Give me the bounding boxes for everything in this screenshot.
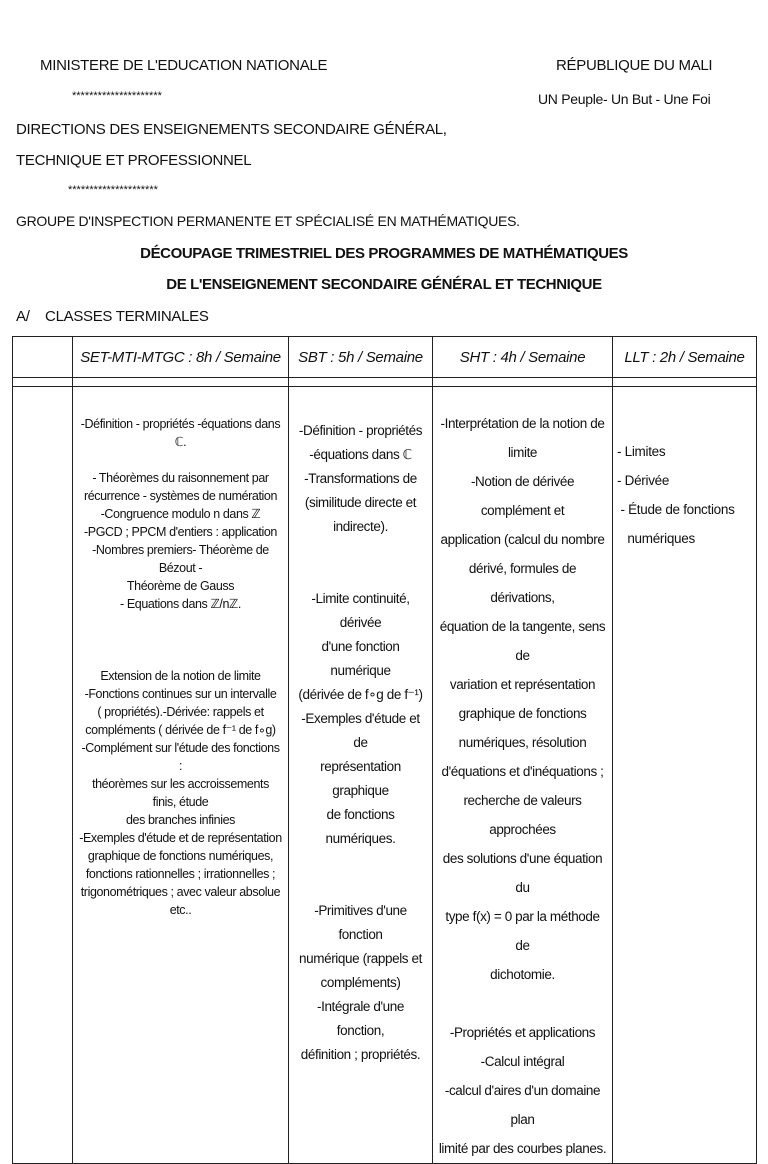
content-line: (dérivée de f∘g de f⁻¹) xyxy=(298,687,423,702)
national-motto: UN Peuple- Un But - Une Foi xyxy=(538,91,711,107)
content-line: compléments ( dérivée de f⁻¹ de f∘g) xyxy=(85,723,276,737)
content-cell-sht xyxy=(433,387,613,1164)
empty-side-cell xyxy=(13,387,73,1164)
content-line: - Equations dans ℤ/nℤ. xyxy=(120,597,241,611)
content-line xyxy=(295,563,426,587)
content-line: Extension de la notion de limite xyxy=(100,669,261,683)
content-line: -Fonctions continues sur un intervalle xyxy=(84,687,277,701)
content-line xyxy=(295,539,426,563)
content-line: d'une fonction numérique xyxy=(321,639,400,678)
republic-name: RÉPUBLIQUE DU MALI xyxy=(556,57,713,74)
content-line: compléments) xyxy=(320,975,401,990)
content-line: -Notion de dérivée complément et xyxy=(470,474,575,518)
content-line: équation de la tangente, sens de xyxy=(439,619,606,663)
spacer-cell xyxy=(73,378,289,387)
content-line xyxy=(295,875,426,899)
content-line: théorèmes sur les accroissements finis, étude xyxy=(92,777,269,809)
separator-stars: ********************* xyxy=(72,90,162,102)
table-header-row xyxy=(13,337,757,378)
document-title-line-1: DÉCOUPAGE TRIMESTRIEL DES PROGRAMMES DE MATHÉMATIQUES xyxy=(140,245,628,262)
content-line: -Calcul intégral xyxy=(480,1054,565,1069)
content-line: des branches infinies xyxy=(125,813,236,827)
content-line: -Complément sur l'étude des fonctions : xyxy=(81,741,280,773)
content-line: -Primitives d'une fonction xyxy=(314,903,407,942)
content-line: -PGCD ; PPCM d'entiers : application xyxy=(84,525,277,539)
content-line xyxy=(437,989,608,1018)
spacer-cell xyxy=(613,378,757,387)
section-heading: A/ CLASSES TERMINALES xyxy=(16,308,209,325)
column-header: LLT : 2h / Semaine xyxy=(613,337,757,378)
content-line: récurrence - systèmes de numération xyxy=(83,489,278,503)
content-line xyxy=(79,631,282,649)
content-line: -Exemples d'étude et de représentation xyxy=(79,831,282,845)
content-line: fonctions rationnelles ; irrationnelles ; xyxy=(85,867,276,881)
content-line: des solutions d'une équation du xyxy=(442,851,603,895)
spacer-cell xyxy=(289,378,433,387)
content-line: (similitude directe et xyxy=(304,495,417,510)
content-line xyxy=(295,851,426,875)
column-header: SBT : 5h / Semaine xyxy=(289,337,433,378)
content-line: - Limites xyxy=(617,444,666,459)
content-line: représentation graphique xyxy=(320,759,401,798)
inspection-group: GROUPE D'INSPECTION PERMANENTE ET SPÉCIALISÉ EN MATHÉMATIQUES. xyxy=(16,213,520,229)
content-line: -Exemples d'étude et de xyxy=(301,711,420,750)
content-line: recherche de valeurs approchées xyxy=(463,793,582,837)
content-line: -Propriétés et applications xyxy=(449,1025,596,1040)
content-line: Théorème de Gauss xyxy=(126,579,235,593)
content-cell-sbt xyxy=(289,387,433,1164)
spacer-row xyxy=(13,378,757,387)
content-list-sht xyxy=(433,387,612,1163)
content-line xyxy=(79,613,282,631)
column-header: SET-MTI-MTGC : 8h / Semaine xyxy=(73,337,289,378)
content-line: type f(x) = 0 par la méthode de xyxy=(445,909,600,953)
content-line: -Intégrale d'une fonction, xyxy=(317,999,404,1038)
content-line: -équations dans ℂ xyxy=(309,447,412,462)
content-list-sbt xyxy=(289,387,432,1067)
empty-header-cell xyxy=(13,337,73,378)
content-line: numériques, résolution xyxy=(458,735,587,750)
separator-stars-2: ********************* xyxy=(68,184,158,196)
content-line: de fonctions numériques. xyxy=(325,807,396,846)
direction-line-1: DIRECTIONS DES ENSEIGNEMENTS SECONDAIRE GÉNÉRAL, xyxy=(16,121,447,138)
direction-line-2: TECHNIQUE ET PROFESSIONNEL xyxy=(16,152,252,169)
content-line xyxy=(79,649,282,667)
content-line: -Transformations de xyxy=(304,471,417,486)
content-line: -calcul d'aires d'un domaine plan xyxy=(444,1083,601,1127)
content-line: variation et représentation xyxy=(449,677,596,692)
content-line: -Définition - propriétés xyxy=(298,423,423,438)
content-line xyxy=(79,451,282,469)
content-line: limité par des courbes planes. xyxy=(438,1141,607,1156)
content-line: ( propriétés).-Dérivée: rappels et xyxy=(97,705,264,719)
content-line: -Nombres premiers- Théorème de Bézout - xyxy=(92,543,269,575)
document-title-line-2: DE L'ENSEIGNEMENT SECONDAIRE GÉNÉRAL ET TECHNIQUE xyxy=(166,276,602,293)
ministry-name: MINISTERE DE L'EDUCATION NATIONALE xyxy=(40,57,328,74)
content-line: -Définition - propriétés -équations dans ℂ. xyxy=(80,417,281,449)
table-content-row xyxy=(13,387,757,1164)
content-line: graphique de fonctions xyxy=(458,706,587,721)
content-line: -Interprétation de la notion de xyxy=(440,416,605,431)
content-list-set xyxy=(73,387,288,919)
content-line: dichotomie. xyxy=(490,967,555,982)
content-line: dérivé, formules de dérivations, xyxy=(468,561,577,605)
spacer-cell xyxy=(433,378,613,387)
content-line: numérique (rappels et xyxy=(299,951,422,966)
content-line: - Dérivée xyxy=(617,473,670,488)
content-line: -Limite continuité, dérivée xyxy=(311,591,410,630)
content-line: d'équations et d'inéquations ; xyxy=(441,764,604,779)
content-cell-set xyxy=(73,387,289,1164)
content-line: -Congruence modulo n dans ℤ xyxy=(100,507,261,521)
content-line: - Étude de fonctions xyxy=(617,502,735,517)
content-line: trigonométriques ; avec valeur absolue etc.. xyxy=(80,885,281,917)
content-line: graphique de fonctions numériques, xyxy=(87,849,274,863)
program-table xyxy=(12,336,757,1164)
content-line: numériques xyxy=(617,531,695,546)
content-line: définition ; propriétés. xyxy=(300,1047,421,1062)
column-header: SHT : 4h / Semaine xyxy=(433,337,613,378)
content-line: application (calcul du nombre xyxy=(440,532,605,547)
content-line: limite xyxy=(507,445,538,460)
content-cell-llt xyxy=(613,387,757,1164)
content-list-llt xyxy=(613,387,756,553)
content-line: indirecte). xyxy=(333,519,388,534)
spacer-cell xyxy=(13,378,73,387)
content-line: - Théorèmes du raisonnement par xyxy=(92,471,269,485)
